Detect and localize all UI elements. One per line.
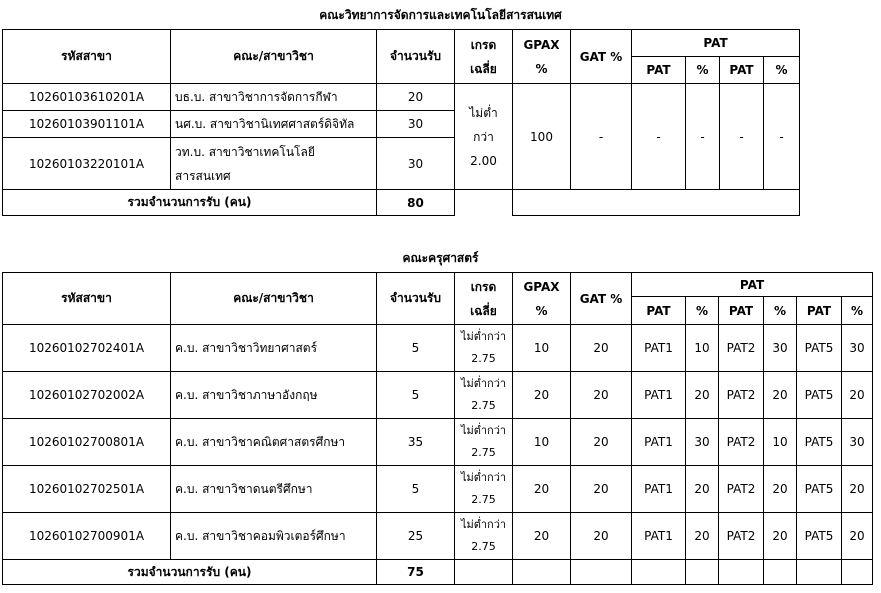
row-grade-line1: ไม่ต่ำกว่า [460,424,507,437]
total-label: รวมจำนวนการรับ (คน) [3,190,377,216]
row-grade-line2: 2.75 [471,399,496,412]
header-grade [455,273,513,325]
header-gpax-line1: GPAX [523,279,560,294]
row-quota: 5 [377,325,455,372]
shared-pat: - [764,84,800,190]
header-faculty: คณะ/สาขาวิชา [171,273,377,325]
row-code: 10260102702501A [3,466,171,513]
row-pat: PAT5 [797,325,842,372]
row-code: 10260102702002A [3,372,171,419]
header-grade-line1: เกรด [470,279,497,294]
shared-pat: - [720,84,764,190]
row-quota: 30 [377,111,455,138]
header-code: รหัสสาขา [3,30,171,84]
header-gpax [513,30,571,84]
shared-pat: - [632,84,686,190]
row-code: 10260103610201A [3,84,171,111]
row-pat: 20 [764,372,797,419]
shared-pat: - [686,84,720,190]
row-pat: PAT2 [719,372,764,419]
total-row [3,560,873,585]
row-pat: 20 [842,372,873,419]
row-grade [455,419,513,466]
total-label: รวมจำนวนการรับ (คน) [3,560,377,585]
header-pat-sub: PAT [797,297,842,325]
row-grade-line1: ไม่ต่ำกว่า [460,377,507,390]
row-pat: PAT1 [632,419,686,466]
row-gpax: 10 [513,419,571,466]
row-code: 10260102700801A [3,419,171,466]
shared-gat: - [571,84,632,190]
header-gpax [513,273,571,325]
header-gpax-line2: % [535,61,548,76]
row-gat: 20 [571,372,632,419]
row-faculty: ค.บ. สาขาวิชาดนตรีศึกษา [171,466,377,513]
table-row [3,466,873,513]
total-value: 75 [377,560,455,585]
row-grade [455,325,513,372]
header-grade-line2: เฉลี่ย [470,61,497,76]
row-quota: 20 [377,84,455,111]
row-pat: 20 [764,466,797,513]
header-quota: จำนวนรับ [377,30,455,84]
header-gpax-line1: GPAX [523,37,560,52]
header-pat-sub: PAT [632,57,686,84]
header-quota: จำนวนรับ [377,273,455,325]
row-pat: 10 [686,325,719,372]
row-quota: 5 [377,466,455,513]
header-pat-sub: % [764,57,800,84]
shared-gpax: 100 [513,84,571,190]
row-pat: 20 [686,372,719,419]
header-gat: GAT % [571,30,632,84]
row-grade-line2: 2.75 [471,446,496,459]
row-quota: 25 [377,513,455,560]
row-pat: 20 [842,513,873,560]
header-pat-sub: PAT [632,297,686,325]
row-gpax: 20 [513,513,571,560]
row-pat: PAT2 [719,419,764,466]
row-pat: PAT5 [797,513,842,560]
row-gpax: 10 [513,325,571,372]
row-faculty [171,138,377,190]
row-code: 10260103901101A [3,111,171,138]
row-pat: PAT1 [632,466,686,513]
table-row [3,372,873,419]
section-title-education: คณะครุศาสตร์ [402,251,479,265]
admission-table-education [2,272,873,585]
row-pat: PAT2 [719,466,764,513]
total-row [3,190,800,216]
header-pat-sub: PAT [719,297,764,325]
row-pat: 20 [686,466,719,513]
table-row [3,325,873,372]
row-grade-line1: ไม่ต่ำกว่า [460,471,507,484]
row-code: 10260102702401A [3,325,171,372]
row-pat: PAT5 [797,372,842,419]
header-pat: PAT [632,30,800,57]
section-title-management-it: คณะวิทยาการจัดการและเทคโนโลยีสารสนเทศ [319,8,562,22]
row-faculty: ค.บ. สาขาวิชาวิทยาศาสตร์ [171,325,377,372]
row-pat: 20 [842,466,873,513]
row-gpax: 20 [513,372,571,419]
row-grade-line2: 2.75 [471,352,496,365]
row-pat: PAT2 [719,325,764,372]
row-pat: 30 [764,325,797,372]
row-pat: PAT1 [632,513,686,560]
shared-grade-line1: ไม่ต่ำ [469,105,498,120]
row-pat: PAT5 [797,419,842,466]
header-pat-sub: % [764,297,797,325]
row-faculty: ค.บ. สาขาวิชาคอมพิวเตอร์ศึกษา [171,513,377,560]
header-row-1 [3,273,873,297]
row-quota: 30 [377,138,455,190]
row-faculty: ค.บ. สาขาวิชาคณิตศาสตรศึกษา [171,419,377,466]
row-grade-line1: ไม่ต่ำกว่า [460,330,507,343]
row-pat: 30 [842,325,873,372]
row-gat: 20 [571,325,632,372]
table-row [3,419,873,466]
header-grade-line1: เกรด [470,37,497,52]
header-pat: PAT [632,273,873,297]
row-pat: 20 [764,513,797,560]
header-pat-sub: PAT [720,57,764,84]
shared-grade [455,84,513,190]
row-faculty-line1: วท.บ. สาขาวิชาเทคโนโลยี [175,144,315,159]
header-code: รหัสสาขา [3,273,171,325]
row-gat: 20 [571,513,632,560]
shared-grade-line3: 2.00 [470,153,497,168]
row-grade-line2: 2.75 [471,540,496,553]
row-faculty: นศ.บ. สาขาวิชานิเทศศาสตร์ดิจิทัล [171,111,377,138]
row-pat: PAT5 [797,466,842,513]
row-pat: 30 [842,419,873,466]
header-pat-sub: % [686,297,719,325]
row-gpax: 20 [513,466,571,513]
row-pat: 20 [686,513,719,560]
row-pat: 10 [764,419,797,466]
header-grade [455,30,513,84]
row-gat: 20 [571,419,632,466]
table-row [3,513,873,560]
header-pat-sub: % [842,297,873,325]
row-grade-line2: 2.75 [471,493,496,506]
header-gpax-line2: % [535,303,548,318]
header-row-1 [3,30,800,57]
row-faculty: ค.บ. สาขาวิชาภาษาอังกฤษ [171,372,377,419]
header-pat-sub: % [686,57,720,84]
header-faculty: คณะ/สาขาวิชา [171,30,377,84]
row-code: 10260103220101A [3,138,171,190]
table-row [3,84,800,111]
row-quota: 35 [377,419,455,466]
admission-table-management-it [2,29,800,216]
row-faculty-line2: สารสนเทศ [175,168,231,183]
row-grade-line1: ไม่ต่ำกว่า [460,518,507,531]
header-grade-line2: เฉลี่ย [470,303,497,318]
shared-grade-line2: กว่า [473,129,494,144]
row-gat: 20 [571,466,632,513]
row-grade [455,372,513,419]
row-faculty: บธ.บ. สาขาวิชาการจัดการกีฬา [171,84,377,111]
row-pat: PAT1 [632,372,686,419]
row-quota: 5 [377,372,455,419]
row-pat: PAT2 [719,513,764,560]
row-grade [455,466,513,513]
row-pat: 30 [686,419,719,466]
total-value: 80 [377,190,455,216]
row-grade [455,513,513,560]
header-gat: GAT % [571,273,632,325]
row-pat: PAT1 [632,325,686,372]
row-code: 10260102700901A [3,513,171,560]
